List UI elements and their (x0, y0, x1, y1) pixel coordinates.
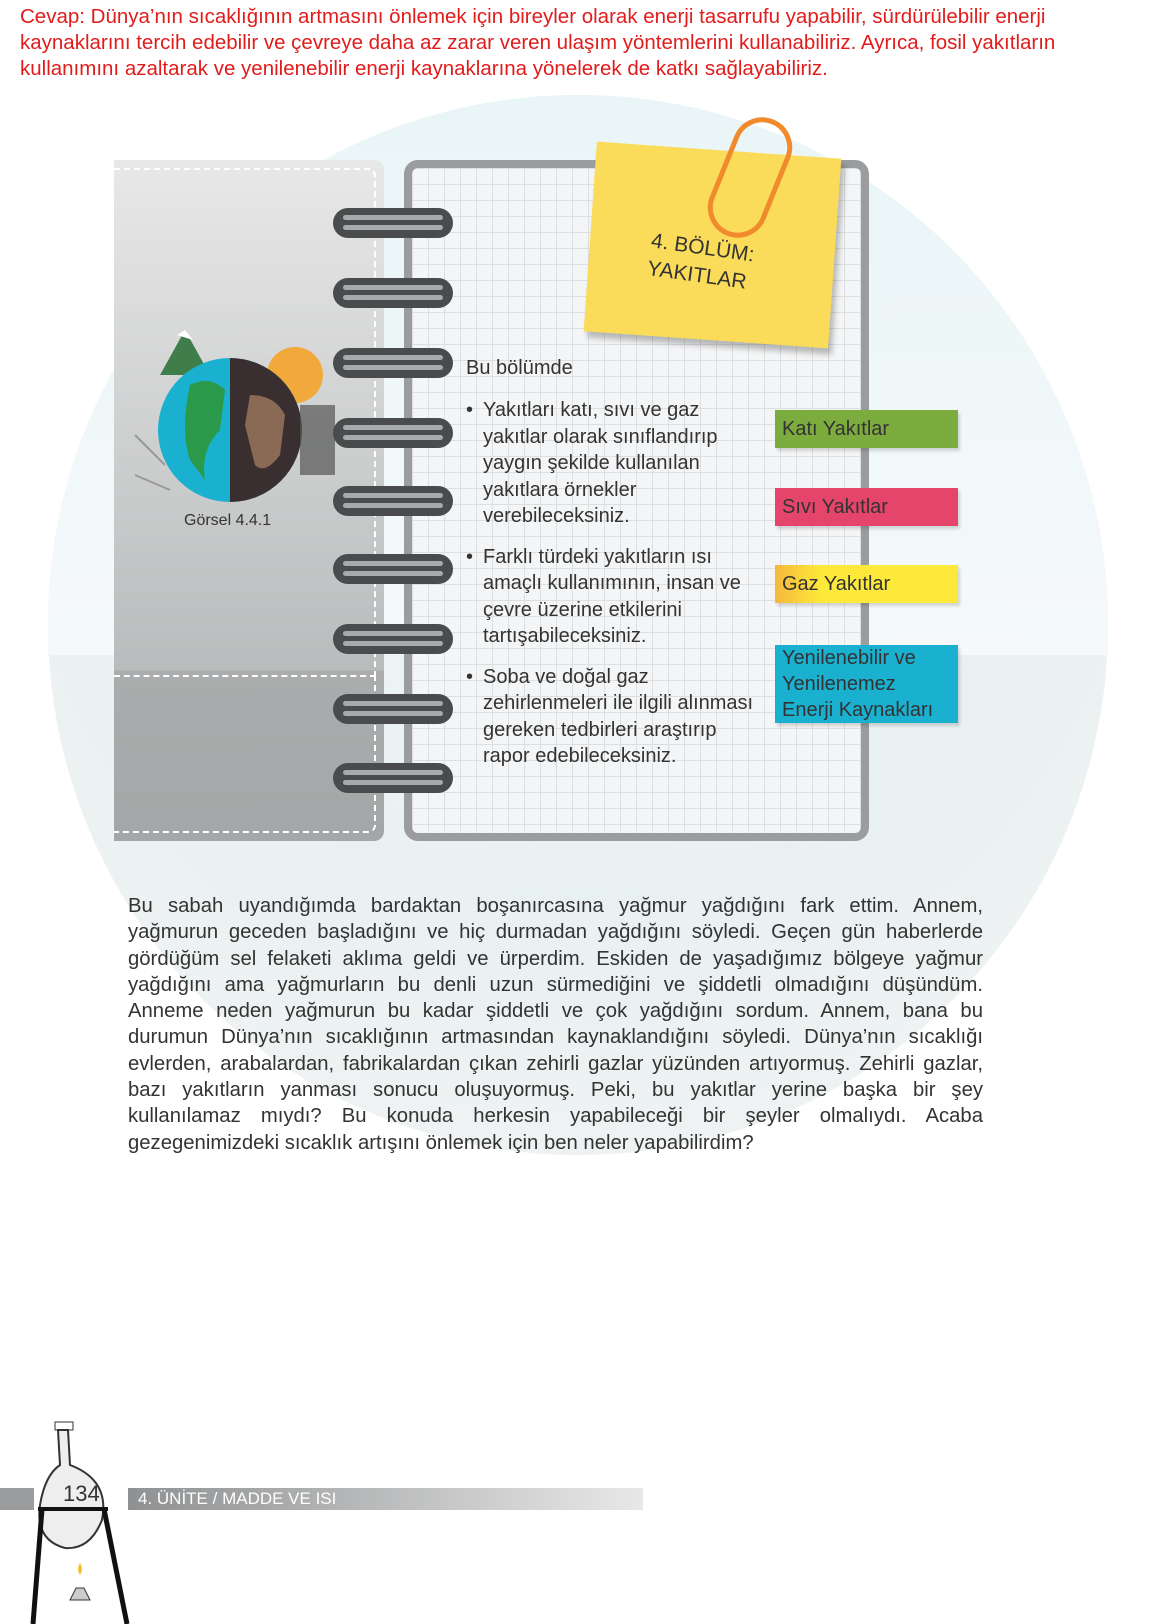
list-item: • Yakıtları katı, sıvı ve gaz yakıtlar olarak sınıflandırıp yaygın şekilde kullanılan yakıtlara örnekler verebileceksiniz. (466, 397, 756, 530)
chapter-number: 4. BÖLÜM: (649, 229, 756, 267)
figure-caption: Görsel 4.4.1 (184, 512, 272, 529)
intro-text: Bu bölümde (466, 357, 573, 379)
tab-enerji-kaynaklari[interactable]: Yenilenebilir ve Yenilenemez Enerji Kaynakları (775, 645, 958, 723)
flask-icon (30, 1420, 135, 1624)
unit-title: 4. ÜNİTE / MADDE VE ISI (138, 1489, 337, 1508)
list-item: • Soba ve doğal gaz zehirlenmeleri ile ilgili alınması gereken tedbirleri araştırıp rapor edebileceksiniz. (466, 664, 756, 770)
globe-illustration (115, 315, 345, 515)
tab-sivi-yakitlar[interactable]: Sıvı Yakıtlar (775, 488, 958, 526)
spiral-ring (333, 694, 453, 724)
footer-bar-left (0, 1488, 34, 1510)
spiral-ring (333, 348, 453, 378)
objectives-list (466, 397, 756, 784)
spiral-ring (333, 278, 453, 308)
chapter-title: YAKITLAR (645, 256, 749, 294)
story-paragraph: Bu sabah uyandığımda bardaktan boşanırcasına yağmur yağdığını fark ettim. Annem, yağmurun geceden başladığını ve hiç durmadan yağdığını söyledi. Geçen gün haberlerde gördüğüm sel felaketi aklıma geldi ve ürperdim. Eskiden de yaşadığımız bölgeye yağmur yağdığını ama yağmurların bu denli uzun sürmediğini ve şiddetli olmadığını düşündüm. Anneme neden yağmurun bu kadar şiddetli ve çok yağdığını sordum. Annem, bana bu durumun Dünya’nın sıcaklığının artmasından kaynaklandığını söyledi. Dünya’nın sıcaklığı evlerden, arabalardan, fabrikalardan çıkan zehirli gazlar yüzünden artıyormuş. Zehirli gazlar, bazı yakıtların yanması sonucu oluşuyormuş. Peki, bu yakıtlar yerine başka bir şey kullanılamaz mıydı? Bu konuda herkesin yapabileceği bir şeyler olmalıydı. Acaba gezegenimizdeki sıcaklık artışını önlemek için ben neler yapabilirdim? (128, 895, 983, 1154)
tab-gaz-yakitlar[interactable]: Gaz Yakıtlar (775, 565, 958, 603)
spiral-ring (333, 624, 453, 654)
spiral-ring (333, 554, 453, 584)
answer-text: Cevap: Dünya’nın sıcaklığının artmasını önlemek için bireyler olarak enerji tasarrufu yapabilir, sürdürülebilir enerji kaynaklarını tercih edebilir ve çevreye daha az zarar veren ulaşım yöntemlerini kullanabiliriz. Ayrıca, fosil yakıtların kullanımını azaltarak ve yenilenebilir enerji kaynaklarına yönelerek de katkı sağlayabiliriz. (20, 5, 1056, 80)
list-item: • Farklı türdeki yakıtların ısı amaçlı kullanımının, insan ve çevre üzerine etkilerini tartışabileceksiniz. (466, 544, 756, 650)
spiral-ring (333, 486, 453, 516)
spiral-ring (333, 418, 453, 448)
page-number: 134 (63, 1481, 100, 1506)
sticky-note (584, 142, 842, 349)
spiral-ring (333, 208, 453, 238)
spiral-ring (333, 763, 453, 793)
tab-kati-yakitlar[interactable]: Katı Yakıtlar (775, 410, 958, 448)
